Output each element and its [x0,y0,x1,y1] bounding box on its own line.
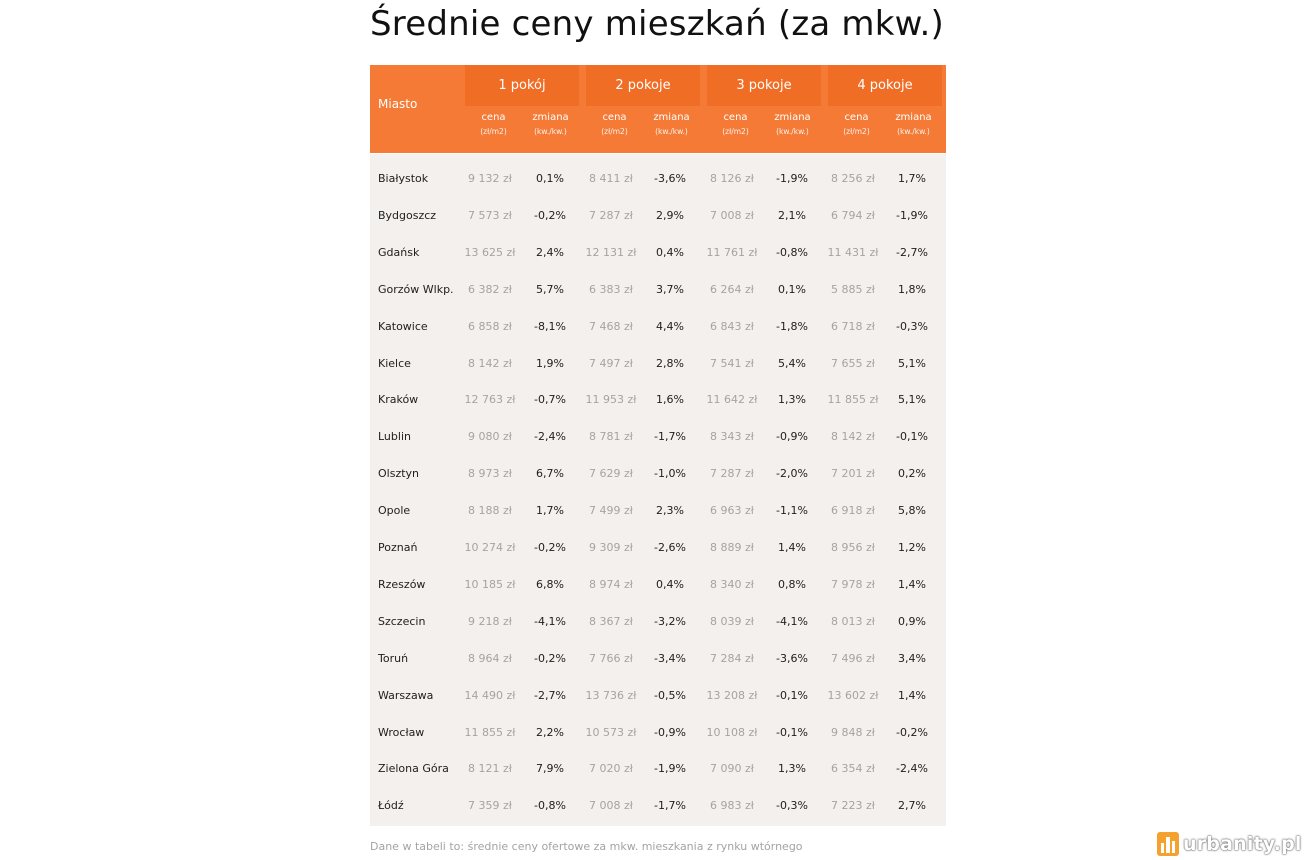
footnote: Dane w tabeli to: średnie ceny ofertowe za mkw. mieszkania z rynku wtórnego [370,840,803,853]
price-cell: 9 309 zł [589,541,633,554]
change-cell: -0,1% [776,688,808,702]
city-cell: Bydgoszcz [378,208,437,222]
price-cell: 13 208 zł [706,688,758,702]
change-cell: 1,9% [536,356,564,370]
change-cell: 1,3% [778,762,806,776]
price-cell: 9 080 zł [468,430,512,444]
table-row [370,339,946,376]
price-cell: 7 008 zł [589,799,633,813]
change-cell: -0,9% [776,430,808,444]
change-cell: 0,2% [898,467,926,481]
change-cell: -3,4% [654,651,686,665]
price-cell: 8 367 zł [589,614,633,628]
price-cell: 6 794 zł [831,208,875,222]
header-price-unit: (zł/m2) [722,127,749,136]
header-change-unit: (kw./kw.) [897,127,930,136]
price-cell: 12 131 zł [585,245,637,259]
change-cell: 0,9% [898,614,926,628]
change-cell: 5,8% [898,504,926,518]
change-cell: -0,1% [776,725,808,739]
price-cell: 6 264 zł [710,282,754,296]
price-table [370,65,946,813]
header-change-label: zmiana [895,112,932,123]
price-cell: 6 918 zł [831,504,875,518]
price-cell: 7 497 zł [589,356,633,370]
change-cell: -8,1% [534,319,566,333]
header-price [707,111,764,139]
price-cell: 7 359 zł [468,799,512,813]
header-city: Miasto [378,97,418,111]
price-cell: 10 573 zł [585,725,637,739]
table-row [370,154,946,191]
price-cell: 6 383 zł [589,282,633,296]
change-cell: 6,8% [536,577,564,591]
page-title: Średnie ceny mieszkań (za mkw.) [370,4,944,44]
header-price-label: cena [723,112,748,123]
change-cell: -2,4% [896,762,928,776]
city-cell: Olsztyn [378,467,420,481]
change-cell: 0,8% [778,577,806,591]
price-cell: 6 354 zł [831,762,875,776]
city-cell: Szczecin [378,614,426,628]
header-change [643,111,700,139]
header-price [465,111,522,139]
change-cell: -3,6% [654,172,686,185]
city-cell: Katowice [378,319,428,333]
price-cell: 6 382 zł [468,282,512,296]
logo-text: urbanity.pl [1183,833,1302,855]
price-cell: 9 218 zł [468,614,512,628]
change-cell: -1,9% [896,208,928,222]
table-row [370,781,946,818]
change-cell: 2,7% [898,799,926,813]
header-group-label: 3 pokoje [707,65,821,106]
city-cell: Łódź [378,799,404,813]
price-cell: 11 953 zł [585,393,637,407]
price-cell: 8 781 zł [589,430,633,444]
change-cell: 2,3% [656,504,684,518]
city-cell: Gdańsk [378,245,420,259]
change-cell: -2,7% [534,688,566,702]
change-cell: -0,2% [896,725,928,739]
price-cell: 8 974 zł [589,577,633,591]
city-cell: Opole [378,504,411,518]
change-cell: -4,1% [776,614,808,628]
change-cell: 1,8% [898,282,926,296]
change-cell: -1,0% [654,467,686,481]
change-cell: -1,9% [654,762,686,776]
change-cell: -3,6% [776,651,808,665]
city-cell: Toruń [378,651,409,665]
price-cell: 8 340 zł [710,577,754,591]
city-cell: Zielona Góra [378,762,449,776]
price-cell: 13 625 zł [464,245,516,259]
price-cell: 8 121 zł [468,762,512,776]
price-cell: 6 963 zł [710,504,754,518]
change-cell: -0,3% [896,319,928,333]
city-cell: Kielce [378,356,411,370]
header-change [885,111,942,139]
change-cell: -0,2% [534,541,566,554]
change-cell: 6,7% [536,467,564,481]
change-cell: 5,4% [778,356,806,370]
header-change-label: zmiana [653,112,690,123]
table-row [370,744,946,781]
change-cell: 2,8% [656,356,684,370]
price-cell: 7 766 zł [589,651,633,665]
change-cell: 0,1% [536,172,564,185]
change-cell: -2,0% [776,467,808,481]
header-price-label: cena [481,112,506,123]
price-cell: 7 090 zł [710,762,754,776]
change-cell: 0,1% [778,282,806,296]
change-cell: -0,5% [654,688,686,702]
change-cell: 2,2% [536,725,564,739]
price-cell: 13 602 zł [827,688,879,702]
header-change [522,111,579,139]
change-cell: 7,9% [536,762,564,776]
change-cell: -1,7% [654,799,686,813]
change-cell: 3,4% [898,651,926,665]
table-row [370,449,946,486]
city-cell: Lublin [378,430,411,444]
price-cell: 7 629 zł [589,467,633,481]
header-change [764,111,821,139]
price-cell: 7 468 zł [589,319,633,333]
price-cell: 10 185 zł [464,577,516,591]
price-cell: 5 885 zł [831,282,875,296]
header-group-4 [828,65,942,153]
price-cell: 11 855 zł [827,393,879,407]
table-row [370,191,946,228]
price-cell: 8 964 zł [468,651,512,665]
change-cell: -2,4% [534,430,566,444]
price-cell: 8 142 zł [831,430,875,444]
change-cell: -1,1% [776,504,808,518]
change-cell: -4,1% [534,614,566,628]
change-cell: -0,7% [534,393,566,407]
price-cell: 7 978 zł [831,577,875,591]
change-cell: -1,9% [776,172,808,185]
price-cell: 7 541 zł [710,356,754,370]
change-cell: -0,9% [654,725,686,739]
change-cell: -0,8% [534,799,566,813]
header-group-label: 4 pokoje [828,65,942,106]
price-cell: 7 496 zł [831,651,875,665]
table-body [370,153,946,826]
change-cell: 1,4% [778,541,806,554]
change-cell: 1,2% [898,541,926,554]
change-cell: 2,4% [536,245,564,259]
header-change-unit: (kw./kw.) [655,127,688,136]
change-cell: -0,2% [534,651,566,665]
price-cell: 8 126 zł [710,172,754,185]
header-price-unit: (zł/m2) [843,127,870,136]
price-cell: 10 274 zł [464,541,516,554]
price-cell: 8 188 zł [468,504,512,518]
change-cell: -1,7% [654,430,686,444]
price-cell: 8 956 zł [831,541,875,554]
table-row [370,708,946,745]
change-cell: -0,8% [776,245,808,259]
price-cell: 11 855 zł [464,725,516,739]
price-cell: 13 736 zł [585,688,637,702]
price-cell: 8 256 zł [831,172,875,185]
header-price [828,111,885,139]
price-cell: 7 573 zł [468,208,512,222]
change-cell: -0,2% [534,208,566,222]
price-cell: 7 287 zł [589,208,633,222]
price-cell: 14 490 zł [464,688,516,702]
header-group-3 [707,65,821,153]
change-cell: 1,4% [898,577,926,591]
price-cell: 8 142 zł [468,356,512,370]
city-cell: Rzeszów [378,577,426,591]
change-cell: -2,6% [654,541,686,554]
table-row [370,412,946,449]
change-cell: 1,7% [536,504,564,518]
price-cell: 7 287 zł [710,467,754,481]
price-cell: 8 889 zł [710,541,754,554]
change-cell: 0,4% [656,245,684,259]
price-cell: 6 843 zł [710,319,754,333]
city-cell: Warszawa [378,688,434,702]
table-row [370,523,946,560]
price-cell: 6 858 zł [468,319,512,333]
header-price [586,111,643,139]
header-price-label: cena [844,112,869,123]
city-cell: Gorzów Wlkp. [378,282,454,296]
urbanity-logo[interactable] [1157,831,1302,857]
price-cell: 10 108 zł [706,725,758,739]
price-cell: 7 284 zł [710,651,754,665]
change-cell: -1,8% [776,319,808,333]
price-cell: 6 718 zł [831,319,875,333]
price-cell: 12 763 zł [464,393,516,407]
header-price-unit: (zł/m2) [480,127,507,136]
header-group-label: 2 pokoje [586,65,700,106]
change-cell: -3,2% [654,614,686,628]
table-row [370,597,946,634]
header-change-unit: (kw./kw.) [534,127,567,136]
change-cell: -2,7% [896,245,928,259]
header-price-label: cena [602,112,627,123]
price-cell: 11 642 zł [706,393,758,407]
price-cell: 7 201 zł [831,467,875,481]
price-cell: 6 983 zł [710,799,754,813]
change-cell: 1,4% [898,688,926,702]
table-row [370,671,946,708]
table-row [370,265,946,302]
change-cell: 2,9% [656,208,684,222]
change-cell: -0,1% [896,430,928,444]
change-cell: 0,4% [656,577,684,591]
price-cell: 9 132 zł [468,172,512,185]
city-cell: Wrocław [378,725,425,739]
price-cell: 7 499 zł [589,504,633,518]
header-group-2 [586,65,700,153]
change-cell: 1,3% [778,393,806,407]
table-row [370,375,946,412]
table-row [370,486,946,523]
price-cell: 7 020 zł [589,762,633,776]
change-cell: 4,4% [656,319,684,333]
change-cell: 2,1% [778,208,806,222]
price-cell: 8 973 zł [468,467,512,481]
price-cell: 8 411 zł [589,172,633,185]
change-cell: 5,1% [898,393,926,407]
header-change-label: zmiana [532,112,569,123]
change-cell: 1,7% [898,172,926,185]
price-cell: 8 039 zł [710,614,754,628]
price-cell: 11 431 zł [827,245,879,259]
table-row [370,228,946,265]
price-cell: 7 655 zł [831,356,875,370]
city-cell: Kraków [378,393,419,407]
change-cell: 1,6% [656,393,684,407]
city-cell: Białystok [378,172,429,185]
price-cell: 8 343 zł [710,430,754,444]
table-row [370,560,946,597]
city-cell: Poznań [378,541,418,554]
building-bars-icon [1157,832,1179,856]
header-price-unit: (zł/m2) [601,127,628,136]
change-cell: -0,3% [776,799,808,813]
table-header [370,65,946,153]
change-cell: 3,7% [656,282,684,296]
price-cell: 7 008 zł [710,208,754,222]
table-row [370,302,946,339]
header-change-unit: (kw./kw.) [776,127,809,136]
change-cell: 5,1% [898,356,926,370]
price-cell: 7 223 zł [831,799,875,813]
price-cell: 11 761 zł [706,245,758,259]
price-cell: 8 013 zł [831,614,875,628]
header-change-label: zmiana [774,112,811,123]
header-group-1 [465,65,579,153]
header-group-label: 1 pokój [465,65,579,106]
table-row [370,634,946,671]
change-cell: 5,7% [536,282,564,296]
price-cell: 9 848 zł [831,725,875,739]
